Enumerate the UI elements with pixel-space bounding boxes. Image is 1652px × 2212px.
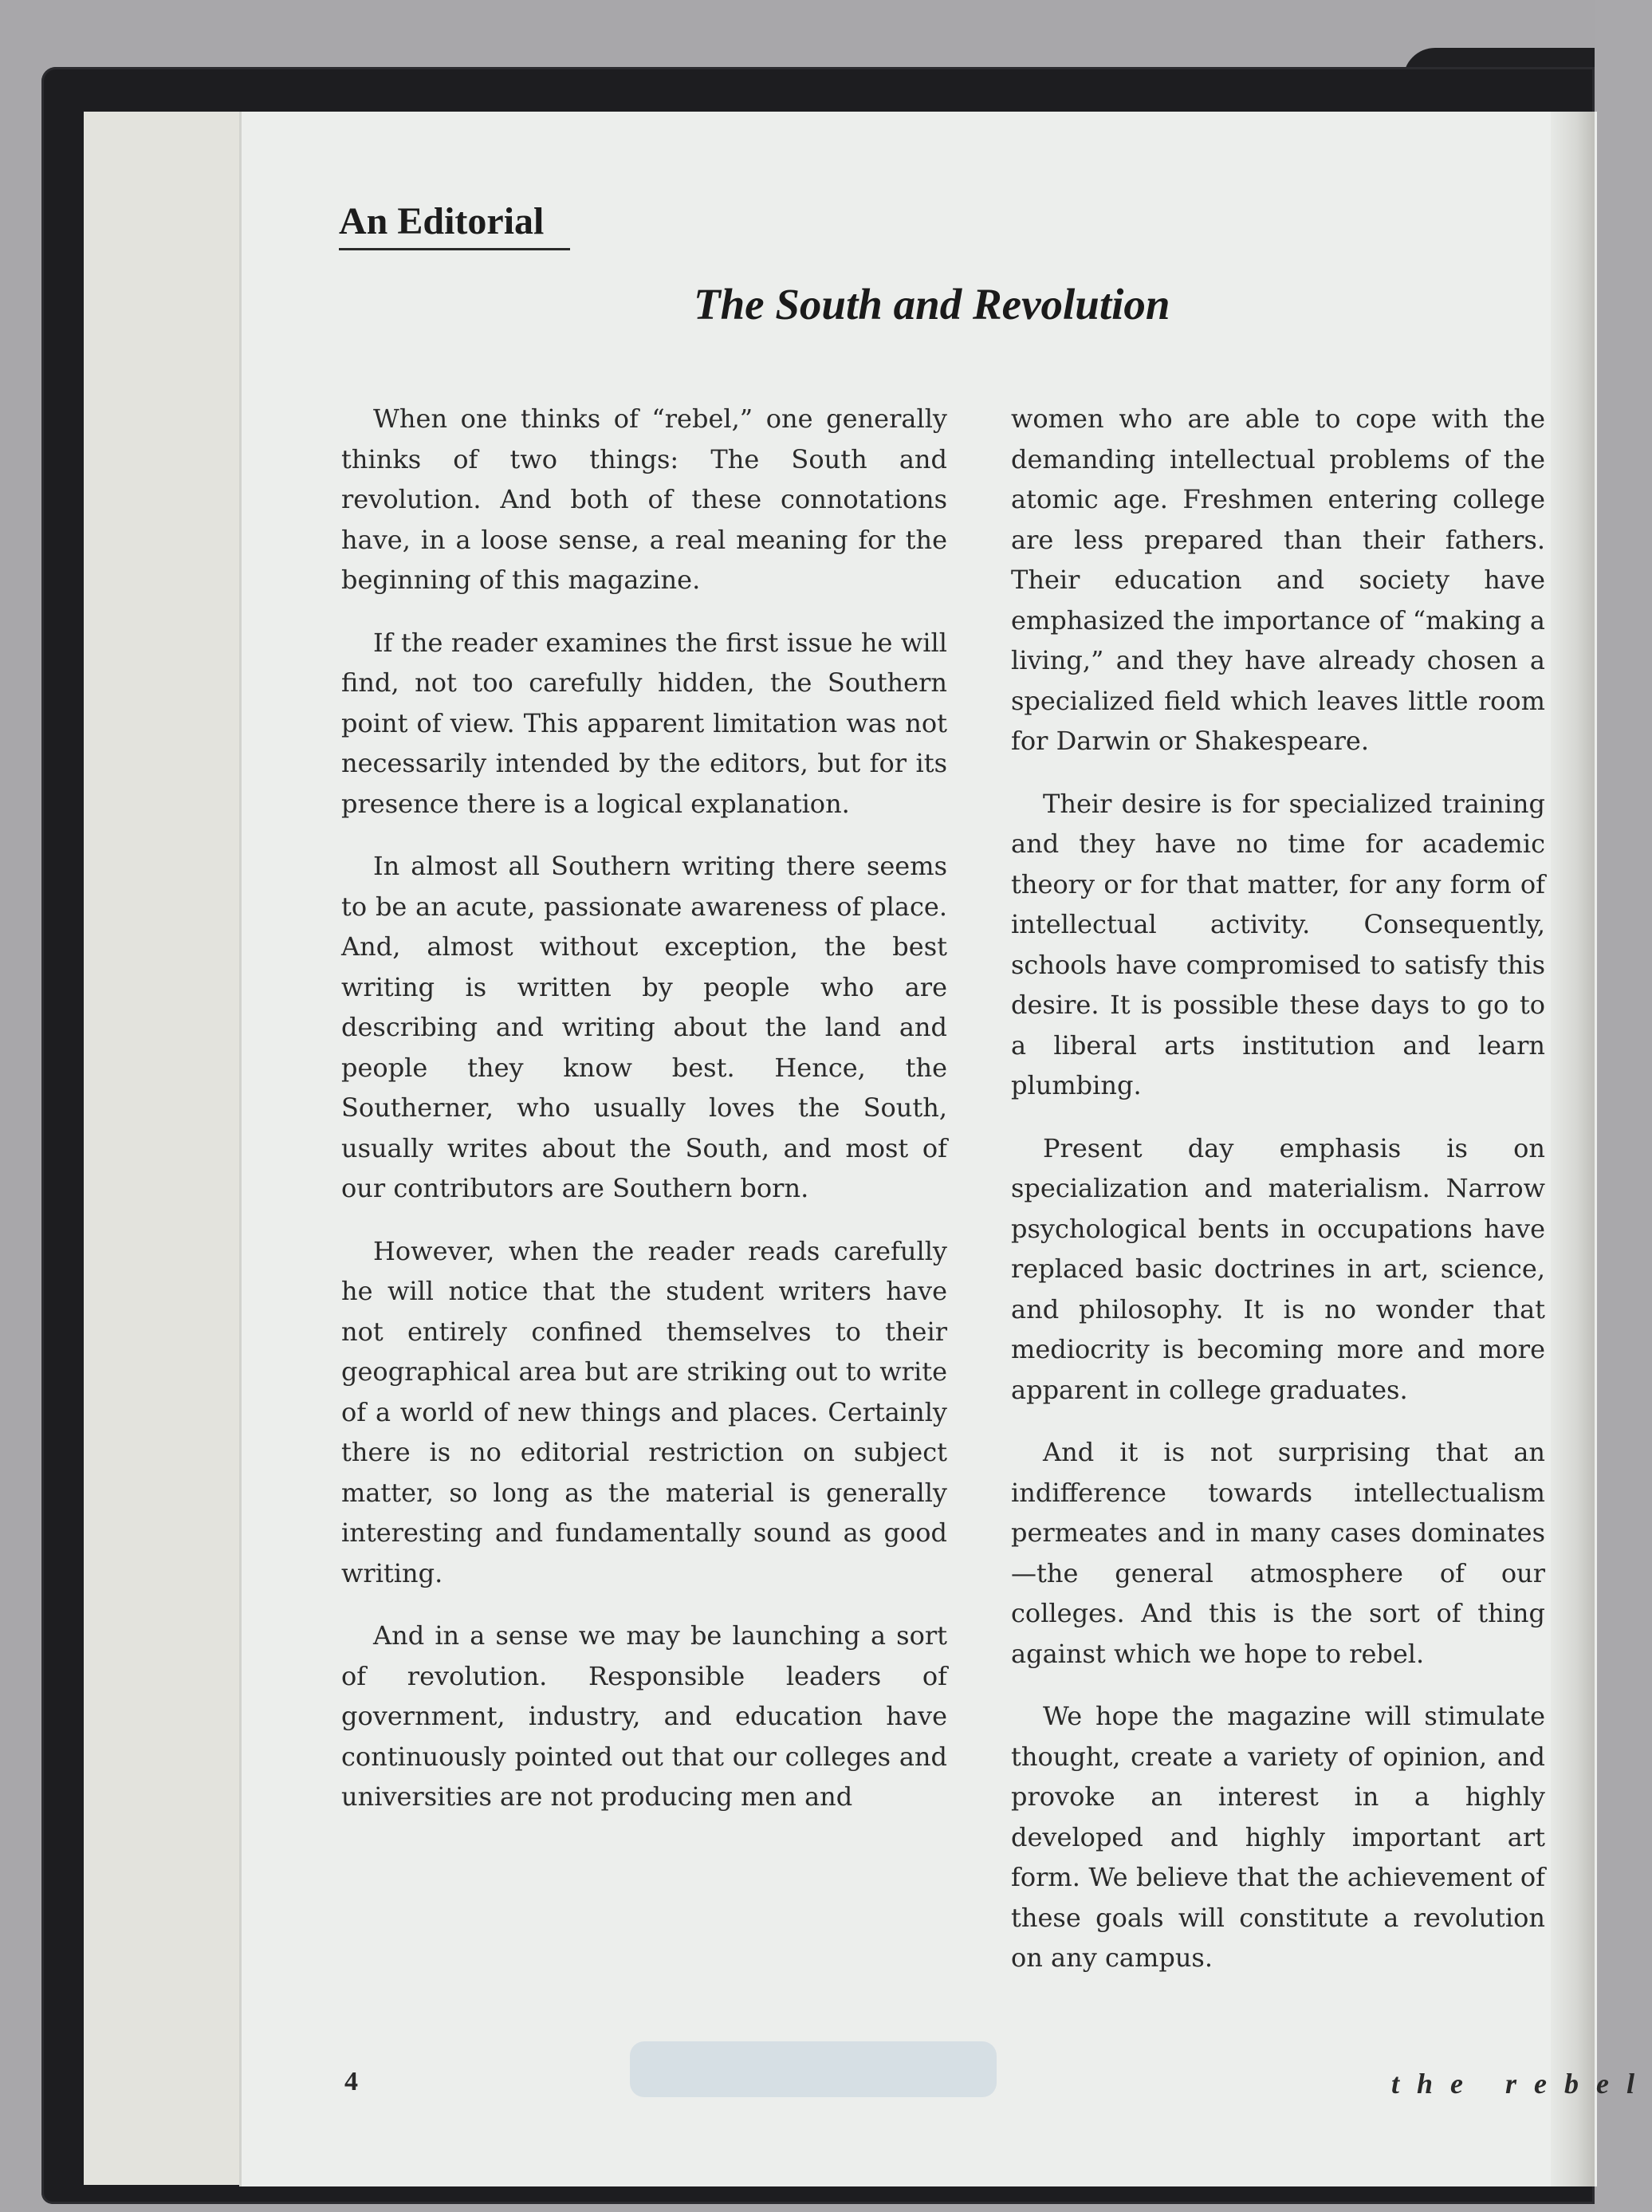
left-column xyxy=(341,399,947,1840)
paragraph: In almost all Southern writing there seems to be an acute, passionate awareness of place. And, almost without exception, the best writing is written by people who are describing and writing about the land and people they know best. Hence, the Southerner, who usually loves the South, usually writes about the South, and most of our contributors are Southern born. xyxy=(341,851,947,1203)
magazine-name: the rebel xyxy=(1391,2068,1652,2100)
ink-smudge xyxy=(630,2041,997,2097)
paragraph: Their desire is for specialized training and they have no time for academic theory or for that matter, for any form of intellectual activity. Consequently, schools have compromised to satisfy this desire. It is possible these days to go to a liberal arts institution and learn plumbing. xyxy=(1011,788,1545,1100)
section-label: An Editorial xyxy=(339,199,570,250)
right-column xyxy=(1011,399,1545,2001)
paragraph: We hope the magazine will stimulate thought, create a variety of opinion, and provoke an interest in a highly developed and highly important art form. We believe that the achievement of these goals will constitute a revolution on any campus. xyxy=(1011,1701,1545,1973)
paragraph: When one thinks of “rebel,” one generally thinks of two things: The South and revolution. And both of these connotations have, in a loose sense, a real meaning for the beginning of this magazine. xyxy=(341,403,947,595)
page-curl xyxy=(1551,112,1595,2186)
paragraph: And it is not surprising that an indifference towards intellectualism permeates and in many cases dominates—the general atmosphere of our colleges. And this is the sort of thing against which we hope to rebel. xyxy=(1011,1437,1545,1669)
paragraph: And in a sense we may be launching a sort of revolution. Responsible leaders of government, industry, and education have continuously pointed out that our colleges and universities are not producing men and xyxy=(341,1620,947,1812)
paragraph: However, when the reader reads carefully he will notice that the student writers have not entirely confined themselves to their geographical area but are striking out to write of a world of new things and places. Certainly there is no editorial restriction on subject matter, so long as the material is generally interesting and fundamentally sound as good writing. xyxy=(341,1235,947,1588)
paragraph: women who are able to cope with the demanding intellectual problems of the atomic age. Freshmen entering college are less prepared than their fathers. Their education and society have emphasized the importance of “making a living,” and they have already chosen a specialized field which leaves little room for Darwin or Shakespeare. xyxy=(1011,403,1545,756)
paragraph: If the reader examines the first issue he will find, not too carefully hidden, the Southern point of view. This apparent limitation was not necessarily intended by the editors, but for its presence there is a logical explanation. xyxy=(341,627,947,819)
page-stub xyxy=(84,112,249,2185)
page-title: The South and Revolution xyxy=(694,280,1170,329)
page-number: 4 xyxy=(344,2067,358,2096)
paragraph: Present day emphasis is on specialization and materialism. Narrow psychological bents in occupations have replaced basic doctrines in art, science, and philosophy. It is no wonder that mediocrity is becoming more and more apparent in college graduates. xyxy=(1011,1132,1545,1405)
